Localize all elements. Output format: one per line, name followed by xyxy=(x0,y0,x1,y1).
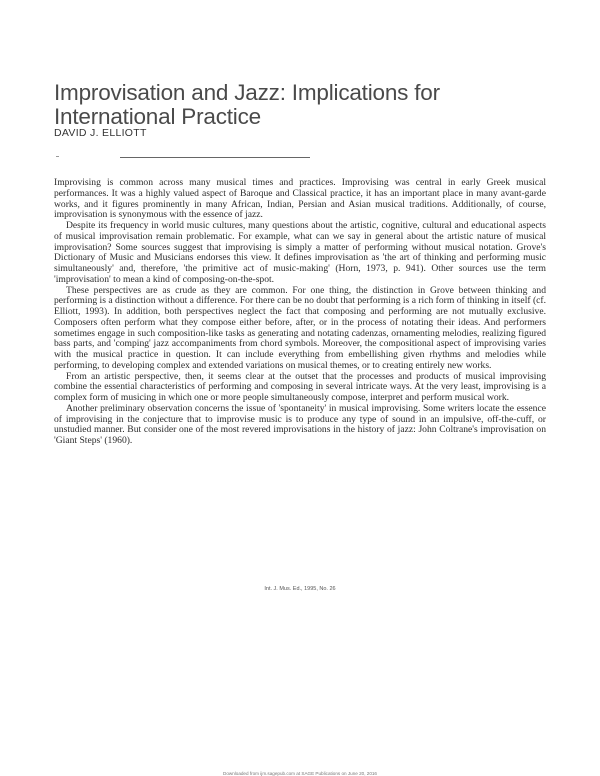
paragraph-5: Another preliminary observation concerns the issue of 'spontaneity' in musical improvising. Some writers locate the essence of improvising in the conjecture that to improvise music is to produce any type of sound in an impulsive, off-the-cuff, or unstudied manner. But consider one of the most revered improvisations in the history of jazz: John Coltrane's improvisation on 'Giant Steps' (1960). xyxy=(54,402,546,446)
title-divider xyxy=(120,157,310,158)
paragraph-2: Despite its frequency in world music cultures, many questions about the artistic, cognitive, cultural and educational aspects of musical improvisation remain problematic. For example, what can we say in general about the artistic nature of musical improvisation? Some sources suggest that improvising is simply a matter of performing without musical notation. Grove's Dictionary of Music and Musicians endorses this view. It defines improvisation as 'the art of thinking and performing music simultaneously' and, therefore, 'the primitive act of music-making' (Horn, 1973, p. 941). Other sources use the term 'improvisation' to mean a kind of composing-on-the-spot. xyxy=(54,220,546,285)
article-title: Improvisation and Jazz: Implications for International Practice xyxy=(54,80,440,130)
author-name: DAVID J. ELLIOTT xyxy=(54,127,147,139)
paragraph-3: These perspectives are as crude as they are common. For one thing, the distinction in Grove between thinking and performing is a distinction without a difference. For there can be no doubt that performing is a rich form of thinking in itself (cf. Elliott, 1993). In addition, both perspectives neglect the fact that composing and performing are not mutually exclusive. Composers often perform what they compose either before, after, or in the process of notating their ideas. And performers sometimes engage in such composition-like tasks as generating and notating cadenzas, ornamenting melodies, realizing figured bass parts, and 'comping' jazz accompaniments from chord symbols. Moreover, the compositional aspect of improvising varies with the musical practice in question. It can include everything from embellishing given rhythms and melodies while performing, to developing complex and extended variations on musical themes, or to creating entirely new works. xyxy=(54,284,546,371)
download-notice: Downloaded from ijm.sagepub.com at SAGE Publications on June 20, 2016 xyxy=(223,771,377,776)
rule-mark xyxy=(56,156,59,157)
journal-footer: Int. J. Mus. Ed., 1995, No. 26 xyxy=(264,586,336,592)
paragraph-1: Improvising is common across many musical times and practices. Improvising was central in early Greek musical performances. It was a highly valued aspect of Baroque and Classical practice, it has an important place in many avant-garde works, and it figures prominently in many African, Indian, Persian and Asian musical traditions. Additionally, of course, improvisation is synonymous with the essence of jazz. xyxy=(54,177,546,221)
article-body xyxy=(54,178,546,447)
paragraph-4: From an artistic perspective, then, it seems clear at the outset that the processes and products of musical improvising combine the essential characteristics of performing and composing in several intricate ways. At the very least, improvising is a complex form of musicing in which one or more people simultaneously compose, interpret and perform musical work. xyxy=(54,370,546,403)
